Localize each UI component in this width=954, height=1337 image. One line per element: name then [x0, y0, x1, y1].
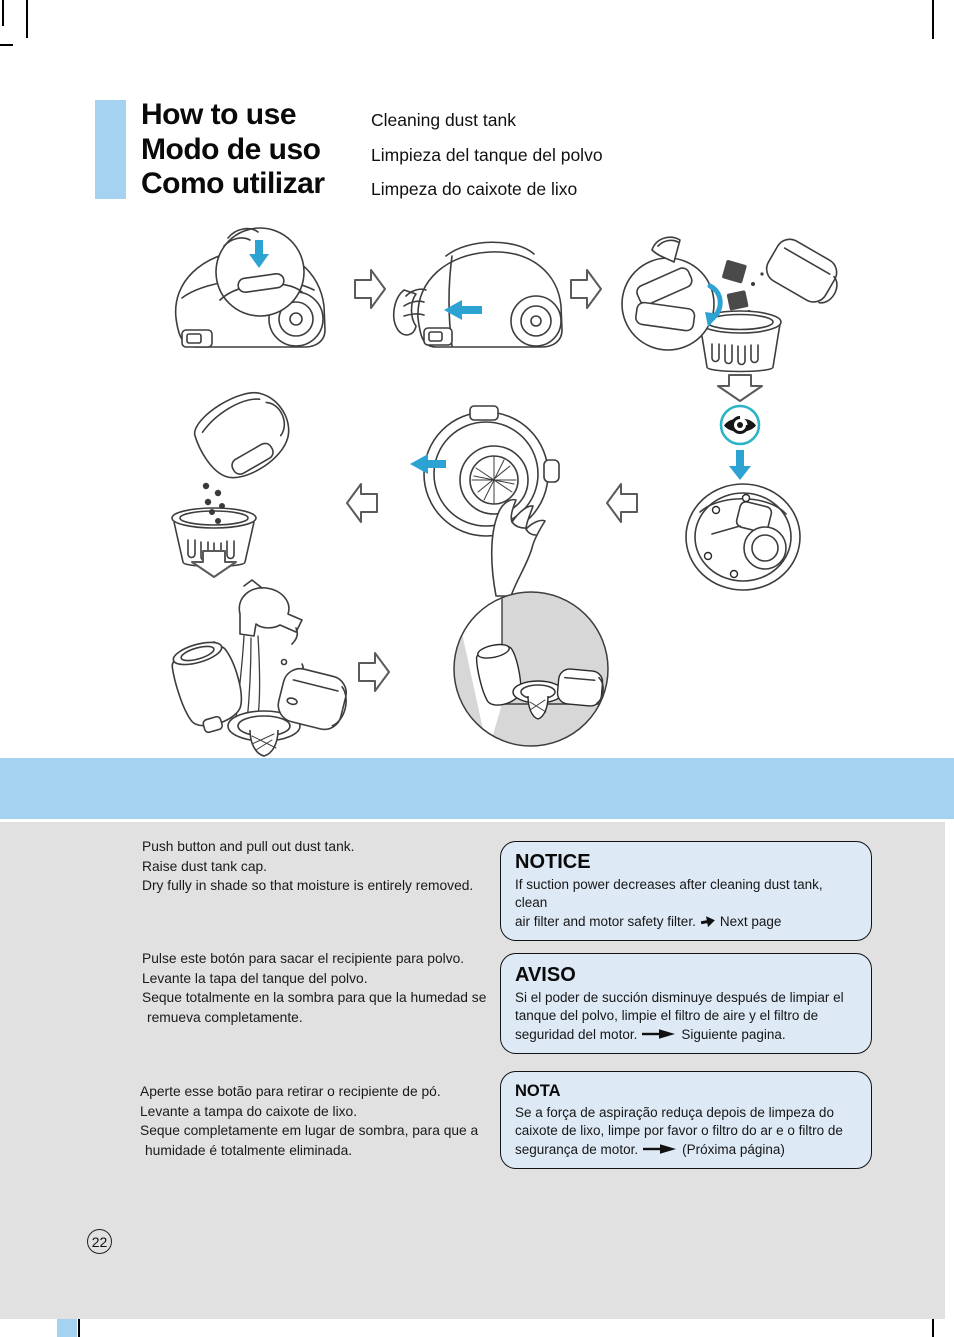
crop-mark — [26, 0, 28, 38]
notice-line: seguridad del motor. Siguiente pagina. — [515, 1026, 786, 1042]
flow-arrow-left-icon — [604, 481, 640, 525]
instruction-line: Seque totalmente en la sombra para que la humedad se — [142, 990, 487, 1005]
look-down-arrow-icon — [728, 449, 752, 481]
title-pt: Como utilizar — [141, 167, 325, 200]
notice-title: NOTICE — [515, 851, 591, 873]
instruction-line: Aperte esse botão para retirar o recipiente de pó. — [140, 1084, 441, 1099]
section-divider-band — [0, 758, 954, 819]
instruction-line: remueva completamente. — [147, 1009, 303, 1025]
section-color-bar — [95, 100, 126, 199]
notice-line: segurança de motor. (Próxima página) — [515, 1141, 785, 1157]
next-page-arrow-icon — [642, 1143, 678, 1155]
page-number: 22 — [91, 1233, 108, 1250]
step5-remove-filter-illustration — [398, 402, 563, 597]
instruction-line: Levante a tampa do caixote de lixo. — [140, 1103, 358, 1119]
notice-line: caixote de lixo, limpe por favor o filtro do ar e o filtro de — [515, 1123, 843, 1139]
instruction-block-pt — [140, 1082, 478, 1160]
page-subtitle — [371, 103, 603, 207]
page-number-badge — [87, 1229, 112, 1254]
crop-mark — [932, 0, 934, 39]
notice-title: AVISO — [515, 964, 576, 986]
flow-arrow-down-icon — [716, 373, 764, 403]
notice-box-en — [500, 841, 872, 941]
notice-box-pt — [500, 1071, 872, 1169]
instruction-block-es — [142, 949, 486, 1027]
check-eye-icon — [719, 404, 761, 446]
notice-box-es — [500, 953, 872, 1054]
title-en: How to use — [141, 98, 297, 131]
instruction-line: Pulse este botón para sacar el recipiente para polvo. — [142, 951, 465, 966]
crop-mark — [0, 44, 13, 46]
instruction-line: humidade é totalmente eliminada. — [145, 1142, 353, 1158]
notice-line: Si el poder de succión disminuye después de limpiar el — [515, 990, 844, 1005]
notice-line: Se a força de aspiração reduça depois de limpeza do — [515, 1105, 834, 1120]
flow-arrow-right-icon — [356, 650, 392, 694]
step6-wash-parts-illustration — [150, 578, 355, 756]
subtitle-pt: Limpeza do caixote de lixo — [371, 179, 578, 199]
notice-line: air filter and motor safety filter. Next page — [515, 913, 782, 929]
step3-empty-into-trash-illustration — [612, 226, 847, 378]
notice-line: If suction power decreases after cleaning dust tank, clean — [515, 877, 823, 911]
instruction-line: Seque completamente em lugar de sombra, para que a — [140, 1123, 479, 1138]
notice-title: NOTA — [515, 1082, 561, 1100]
crop-mark — [2, 0, 4, 26]
next-page-arrow-icon — [641, 1028, 677, 1040]
instruction-line: Raise dust tank cap. — [142, 858, 268, 874]
flow-arrow-right-icon — [568, 267, 604, 311]
step2-pull-out-tank-illustration — [390, 226, 570, 368]
subtitle-es: Limpieza del tanque del polvo — [371, 144, 603, 165]
subtitle-en: Cleaning dust tank — [371, 110, 516, 130]
step7-dry-in-shade-illustration — [450, 586, 612, 754]
page-title — [141, 98, 325, 202]
next-page-arrow-icon — [700, 915, 716, 928]
instruction-line: Dry fully in shade so that moisture is entirely removed. — [142, 878, 474, 893]
instruction-block-en — [142, 837, 473, 896]
step1-press-button-illustration — [158, 220, 353, 370]
flow-arrow-down-icon — [190, 549, 238, 579]
instruction-line: Levante la tapa del tanque del polvo. — [142, 970, 368, 986]
flow-arrow-right-icon — [352, 267, 388, 311]
title-es: Modo de uso — [141, 132, 321, 166]
notice-line: tanque del polvo, limpie el filtro de aire y el filtro de — [515, 1008, 819, 1024]
instruction-line: Push button and pull out dust tank. — [142, 839, 355, 854]
empty-dust-tank-illustration — [682, 482, 804, 594]
flow-arrow-left-icon — [344, 481, 380, 525]
